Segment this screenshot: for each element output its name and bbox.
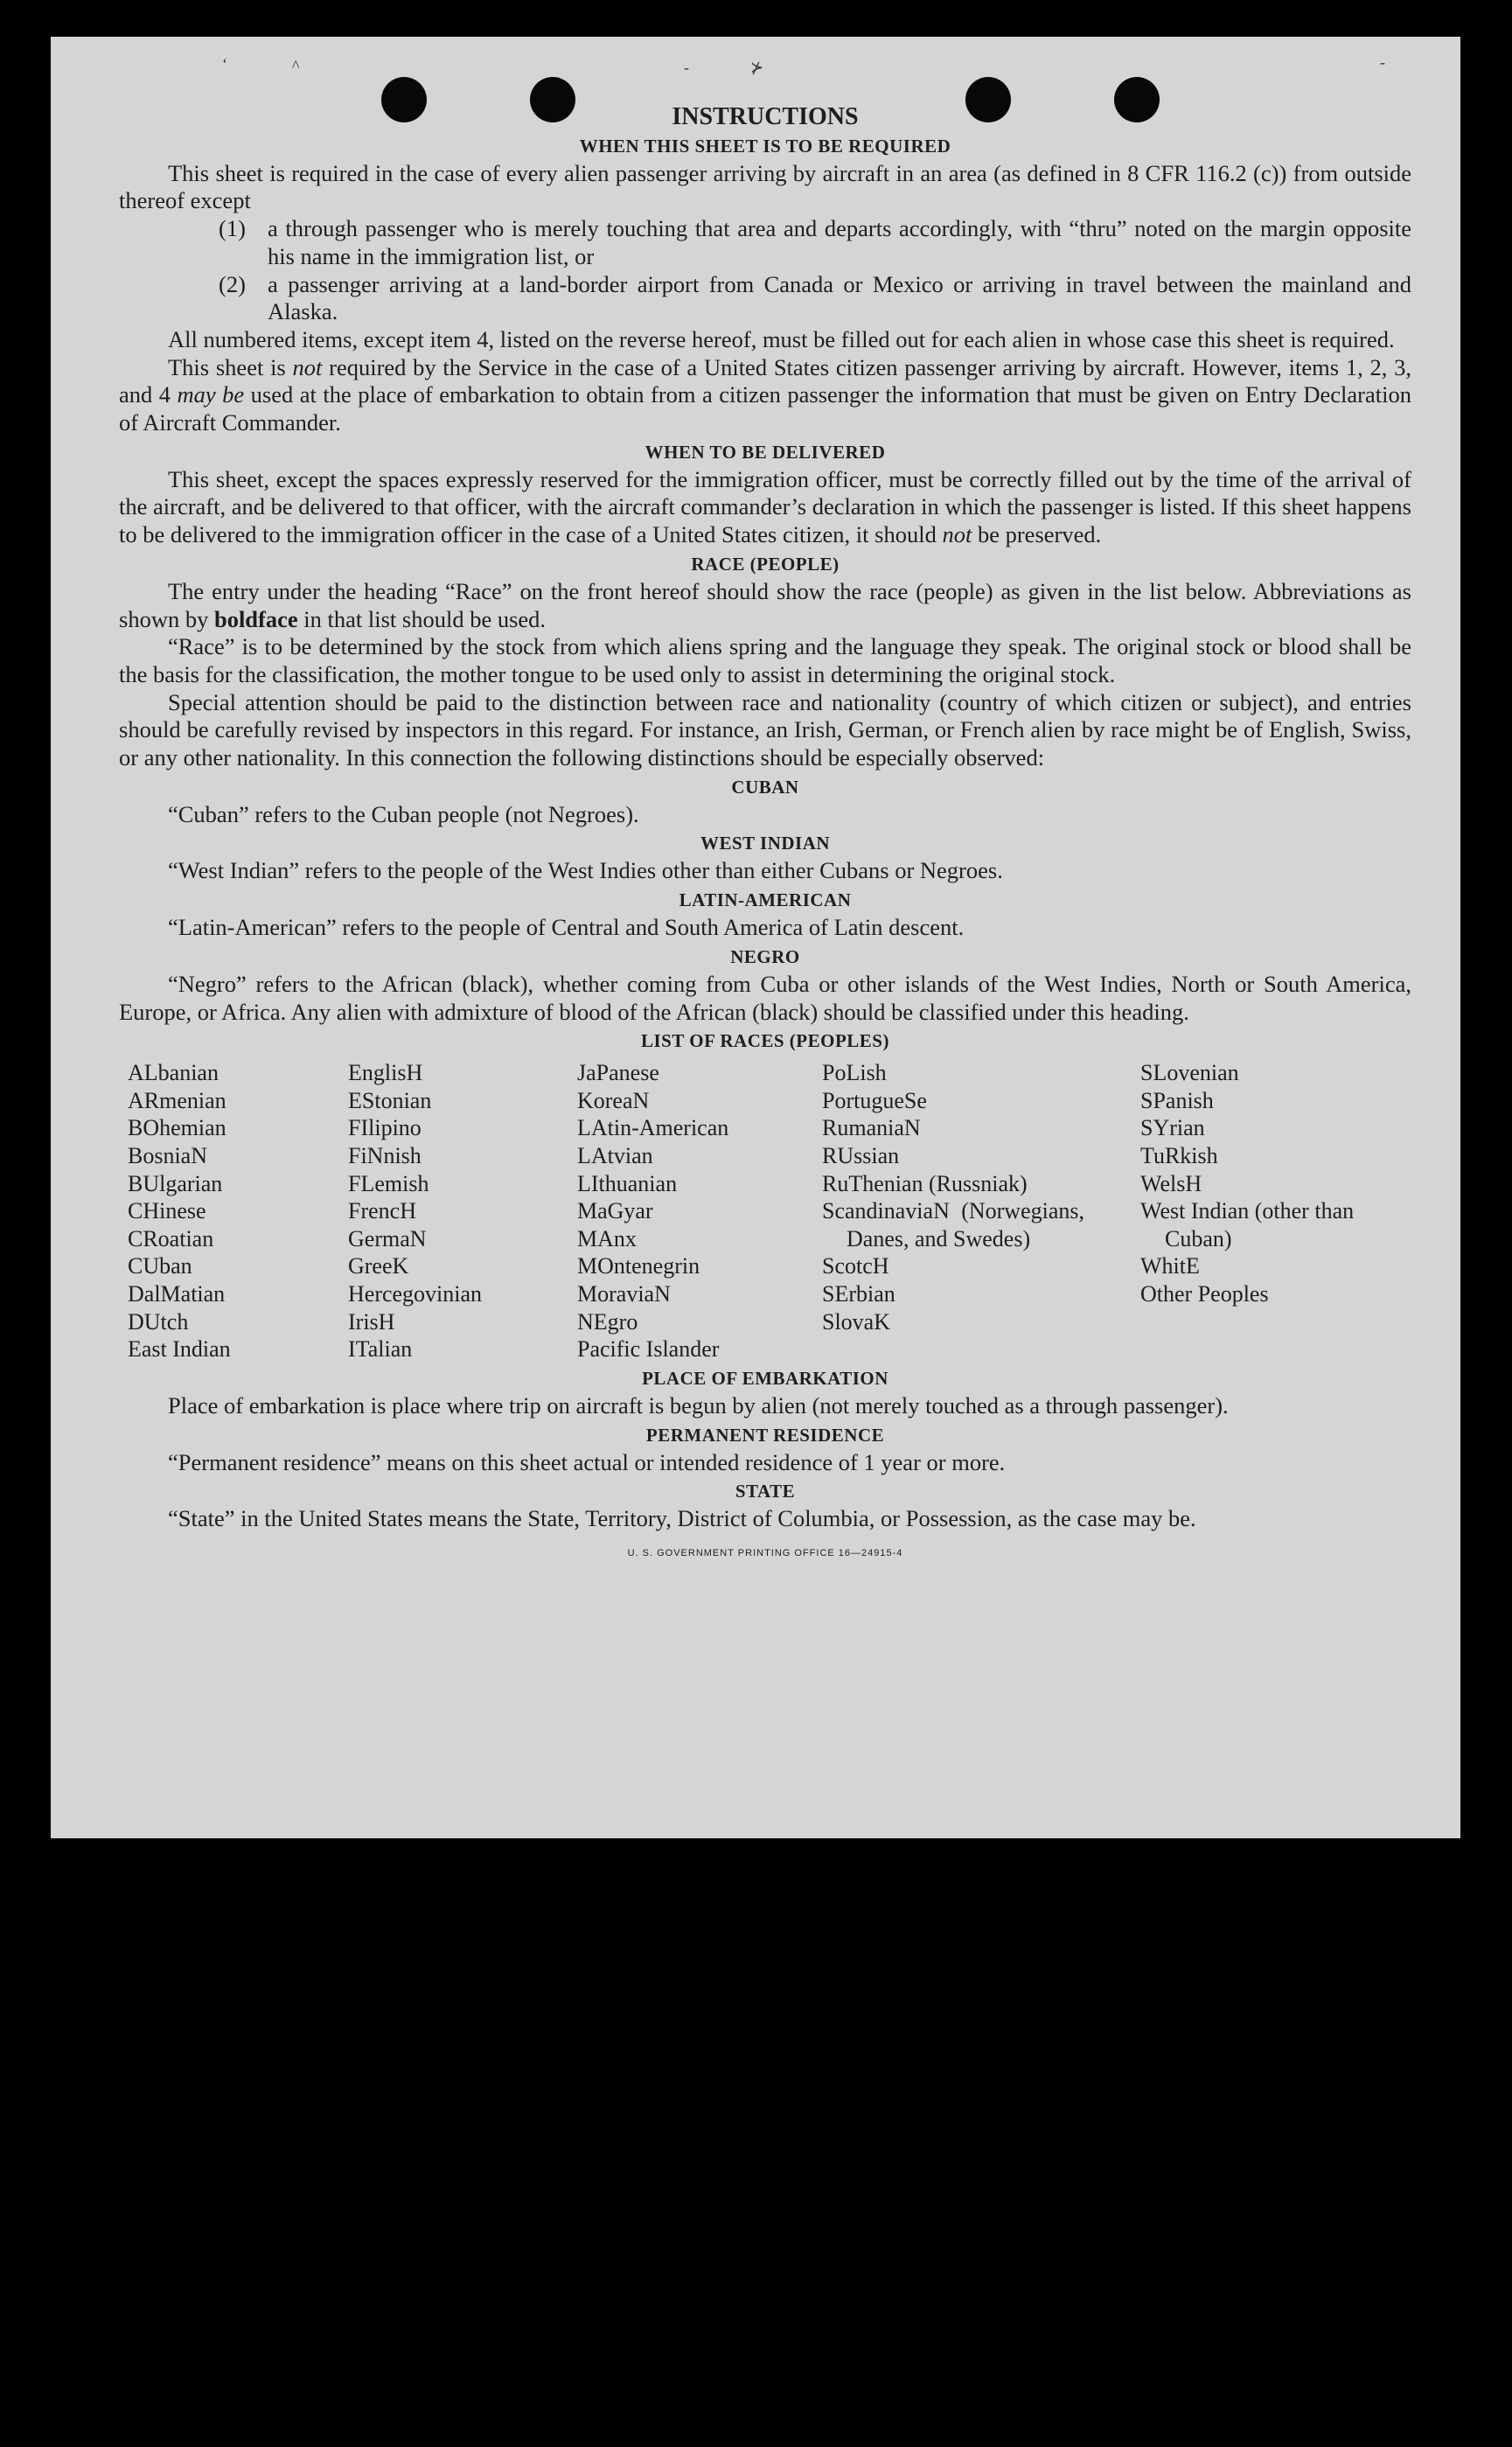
race-entry: IrisH [348, 1308, 395, 1335]
race-entry: GreeK [348, 1253, 409, 1279]
exception-item [219, 215, 1411, 270]
race-entry: CRoatian [128, 1225, 214, 1251]
race-entry: ARmenian [128, 1087, 226, 1113]
race-entry: ALbanian [128, 1060, 219, 1086]
paragraph: “Negro” refers to the African (black), whether coming from Cuba or other islands of the West Indies, North or South America, Europe, or Africa. Any alien with admixture of blood of the African (black) should be classified under this heading. [119, 970, 1411, 1025]
race-entry: LAtin-American [577, 1115, 729, 1141]
paragraph: “State” in the United States means the State, Territory, District of Columbia, or Possession, as the case may be. [168, 1505, 1196, 1532]
page-title: INSTRUCTIONS [672, 103, 859, 130]
paragraph: “Latin-American” refers to the people of Central and South America of Latin descent. [168, 914, 965, 941]
item-text: a through passenger who is merely touching that area and departs accordingly, with “thru” noted on the margin opposite his name in the immigration list, or [268, 215, 1411, 269]
race-entry: SErbian [822, 1281, 895, 1307]
paragraph: Place of embarkation is place where trip on aircraft is begun by alien (not merely touched as a through passenger). [168, 1391, 1229, 1419]
race-entry: RuThenian (Russniak) [822, 1170, 1028, 1196]
paragraph: The entry under the heading “Race” on the front hereof should show the race (people) as given in the list below. Abbreviations as shown by boldface in that list should be used. [119, 577, 1411, 632]
section-heading: WEST INDIAN [700, 833, 831, 854]
scan-speck: - [1380, 53, 1385, 71]
race-entry: RumaniaN [822, 1115, 921, 1141]
race-entry: WhitE [1140, 1253, 1200, 1279]
race-entry: ScotcH [822, 1253, 889, 1279]
item-number: (1) [219, 215, 246, 242]
race-entry: Pacific Islander [577, 1336, 720, 1363]
race-entry: GermaN [348, 1225, 427, 1251]
races-column [128, 1059, 348, 1363]
race-entry: EStonian [348, 1087, 432, 1113]
instructions-content [119, 103, 1411, 1568]
paragraph: This sheet is not required by the Service in the case of a United States citizen passenger arriving by aircraft. However, items 1, 2, 3, and 4 may be used at the place of embarkation to obtain from a citizen passenger the information that must be given on Entry Declaration of Aircraft Commander. [119, 353, 1411, 436]
section-heading: STATE [735, 1481, 796, 1502]
section-heading: LATIN-AMERICAN [679, 889, 852, 911]
paragraph: “Permanent residence” means on this sheet actual or intended residence of 1 year or more. [168, 1448, 1006, 1475]
section-heading: NEGRO [730, 945, 800, 967]
race-entry: ScandinaviaN (Norwegians, Danes, and Swedes) [822, 1198, 1084, 1251]
race-entry: SlovaK [822, 1308, 890, 1335]
race-entry: SPanish [1140, 1087, 1214, 1113]
race-entry: ITalian [348, 1336, 413, 1363]
race-entry: BUlgarian [128, 1170, 223, 1196]
section-heading: WHEN TO BE DELIVERED [645, 441, 886, 463]
race-entry: PortugueSe [822, 1087, 927, 1113]
race-entry: LIthuanian [577, 1170, 678, 1196]
paragraph: “West Indian” refers to the people of the West Indies other than either Cubans or Negroes. [168, 857, 1003, 884]
section-heading: PLACE OF EMBARKATION [642, 1367, 888, 1389]
race-entry: MOntenegrin [577, 1253, 700, 1279]
exception-item [219, 271, 1411, 326]
race-entry: NEgro [577, 1308, 638, 1335]
section-heading: LIST OF RACES (PEOPLES) [641, 1030, 889, 1052]
item-number: (2) [219, 270, 246, 297]
race-entry: Hercegovinian [348, 1281, 483, 1307]
race-entry: FLemish [348, 1170, 429, 1196]
race-entry: TuRkish [1140, 1143, 1218, 1169]
section-heading: PERMANENT RESIDENCE [645, 1424, 885, 1446]
race-entry: FIlipino [348, 1115, 422, 1141]
race-entry: LAtvian [577, 1143, 653, 1169]
paragraph: “Cuban” refers to the Cuban people (not Negroes). [168, 800, 639, 827]
race-entry: RUssian [822, 1143, 900, 1169]
races-column [822, 1059, 1140, 1363]
races-list [128, 1059, 1411, 1363]
race-entry: MAnx [577, 1225, 637, 1251]
race-entry: SYrian [1140, 1115, 1205, 1141]
race-entry: MoraviaN [577, 1281, 671, 1307]
section-heading: CUBAN [731, 776, 799, 798]
race-entry: MaGyar [577, 1198, 653, 1224]
race-entry: KoreaN [577, 1087, 650, 1113]
races-column [348, 1059, 577, 1363]
race-entry: FiNnish [348, 1143, 422, 1169]
paragraph: Special attention should be paid to the distinction between race and nationality (country of which citizen or subject), and entries should be carefully revised by inspectors in this regard. For instance, an Irish, German, or French alien by race might be of English, Swiss, or any other nationality. In this connection the following distinctions should be especially observed: [119, 688, 1411, 771]
races-column [1140, 1059, 1403, 1363]
paragraph: “Race” is to be determined by the stock from which aliens spring and the language they speak. The original stock or blood shall be the basis for the classification, the mother tongue to be used only to assist in determining the original stock. [119, 633, 1411, 687]
race-entry: DalMatian [128, 1281, 226, 1307]
race-entry: Other Peoples [1140, 1281, 1269, 1307]
race-entry: JaPanese [577, 1060, 659, 1086]
race-entry: EnglisH [348, 1060, 423, 1086]
section-heading: RACE (PEOPLE) [691, 553, 840, 575]
race-entry: SLovenian [1140, 1060, 1239, 1086]
scan-speck: - [684, 59, 689, 76]
race-entry: WelsH [1140, 1170, 1202, 1196]
race-entry: BosniaN [128, 1143, 207, 1169]
paragraph: All numbered items, except item 4, listed on the reverse hereof, must be filled out for each alien in whose case this sheet is required. [168, 325, 1395, 352]
race-entry: East Indian [128, 1336, 231, 1363]
item-text: a passenger arriving at a land-border airport from Canada or Mexico or arriving in travel between the mainland and Alaska. [268, 270, 1411, 325]
race-entry: BOhemian [128, 1115, 226, 1141]
race-entry: FrencH [348, 1198, 416, 1224]
race-entry: West Indian (other than Cuban) [1140, 1198, 1355, 1251]
race-entry: PoLish [822, 1060, 887, 1086]
section-heading: WHEN THIS SHEET IS TO BE REQUIRED [579, 135, 951, 157]
paragraph: This sheet, except the spaces expressly reserved for the immigration officer, must be correctly filled out by the time of the arrival of the aircraft, and be delivered to that officer, with the aircraft commander’s declaration in which the passenger is listed. If this sheet happens to be delivered to the immigration officer in the case of a United States citizen, it should not be preserved. [119, 465, 1411, 548]
scan-speck: ⊁ [750, 59, 764, 76]
scan-speck: ^ [292, 57, 300, 74]
printer-imprint: U. S. GOVERNMENT PRINTING OFFICE 16—24915-4 [627, 1547, 903, 1558]
race-entry: DUtch [128, 1308, 189, 1335]
document-page [51, 37, 1460, 1838]
race-entry: CHinese [128, 1198, 206, 1224]
race-entry: CUban [128, 1253, 192, 1279]
races-column [577, 1059, 822, 1363]
scan-speck: ‘ [222, 55, 227, 73]
paragraph: This sheet is required in the case of every alien passenger arriving by aircraft in an area (as defined in 8 CFR 116.2 (c)) from outside thereof except [119, 159, 1411, 214]
